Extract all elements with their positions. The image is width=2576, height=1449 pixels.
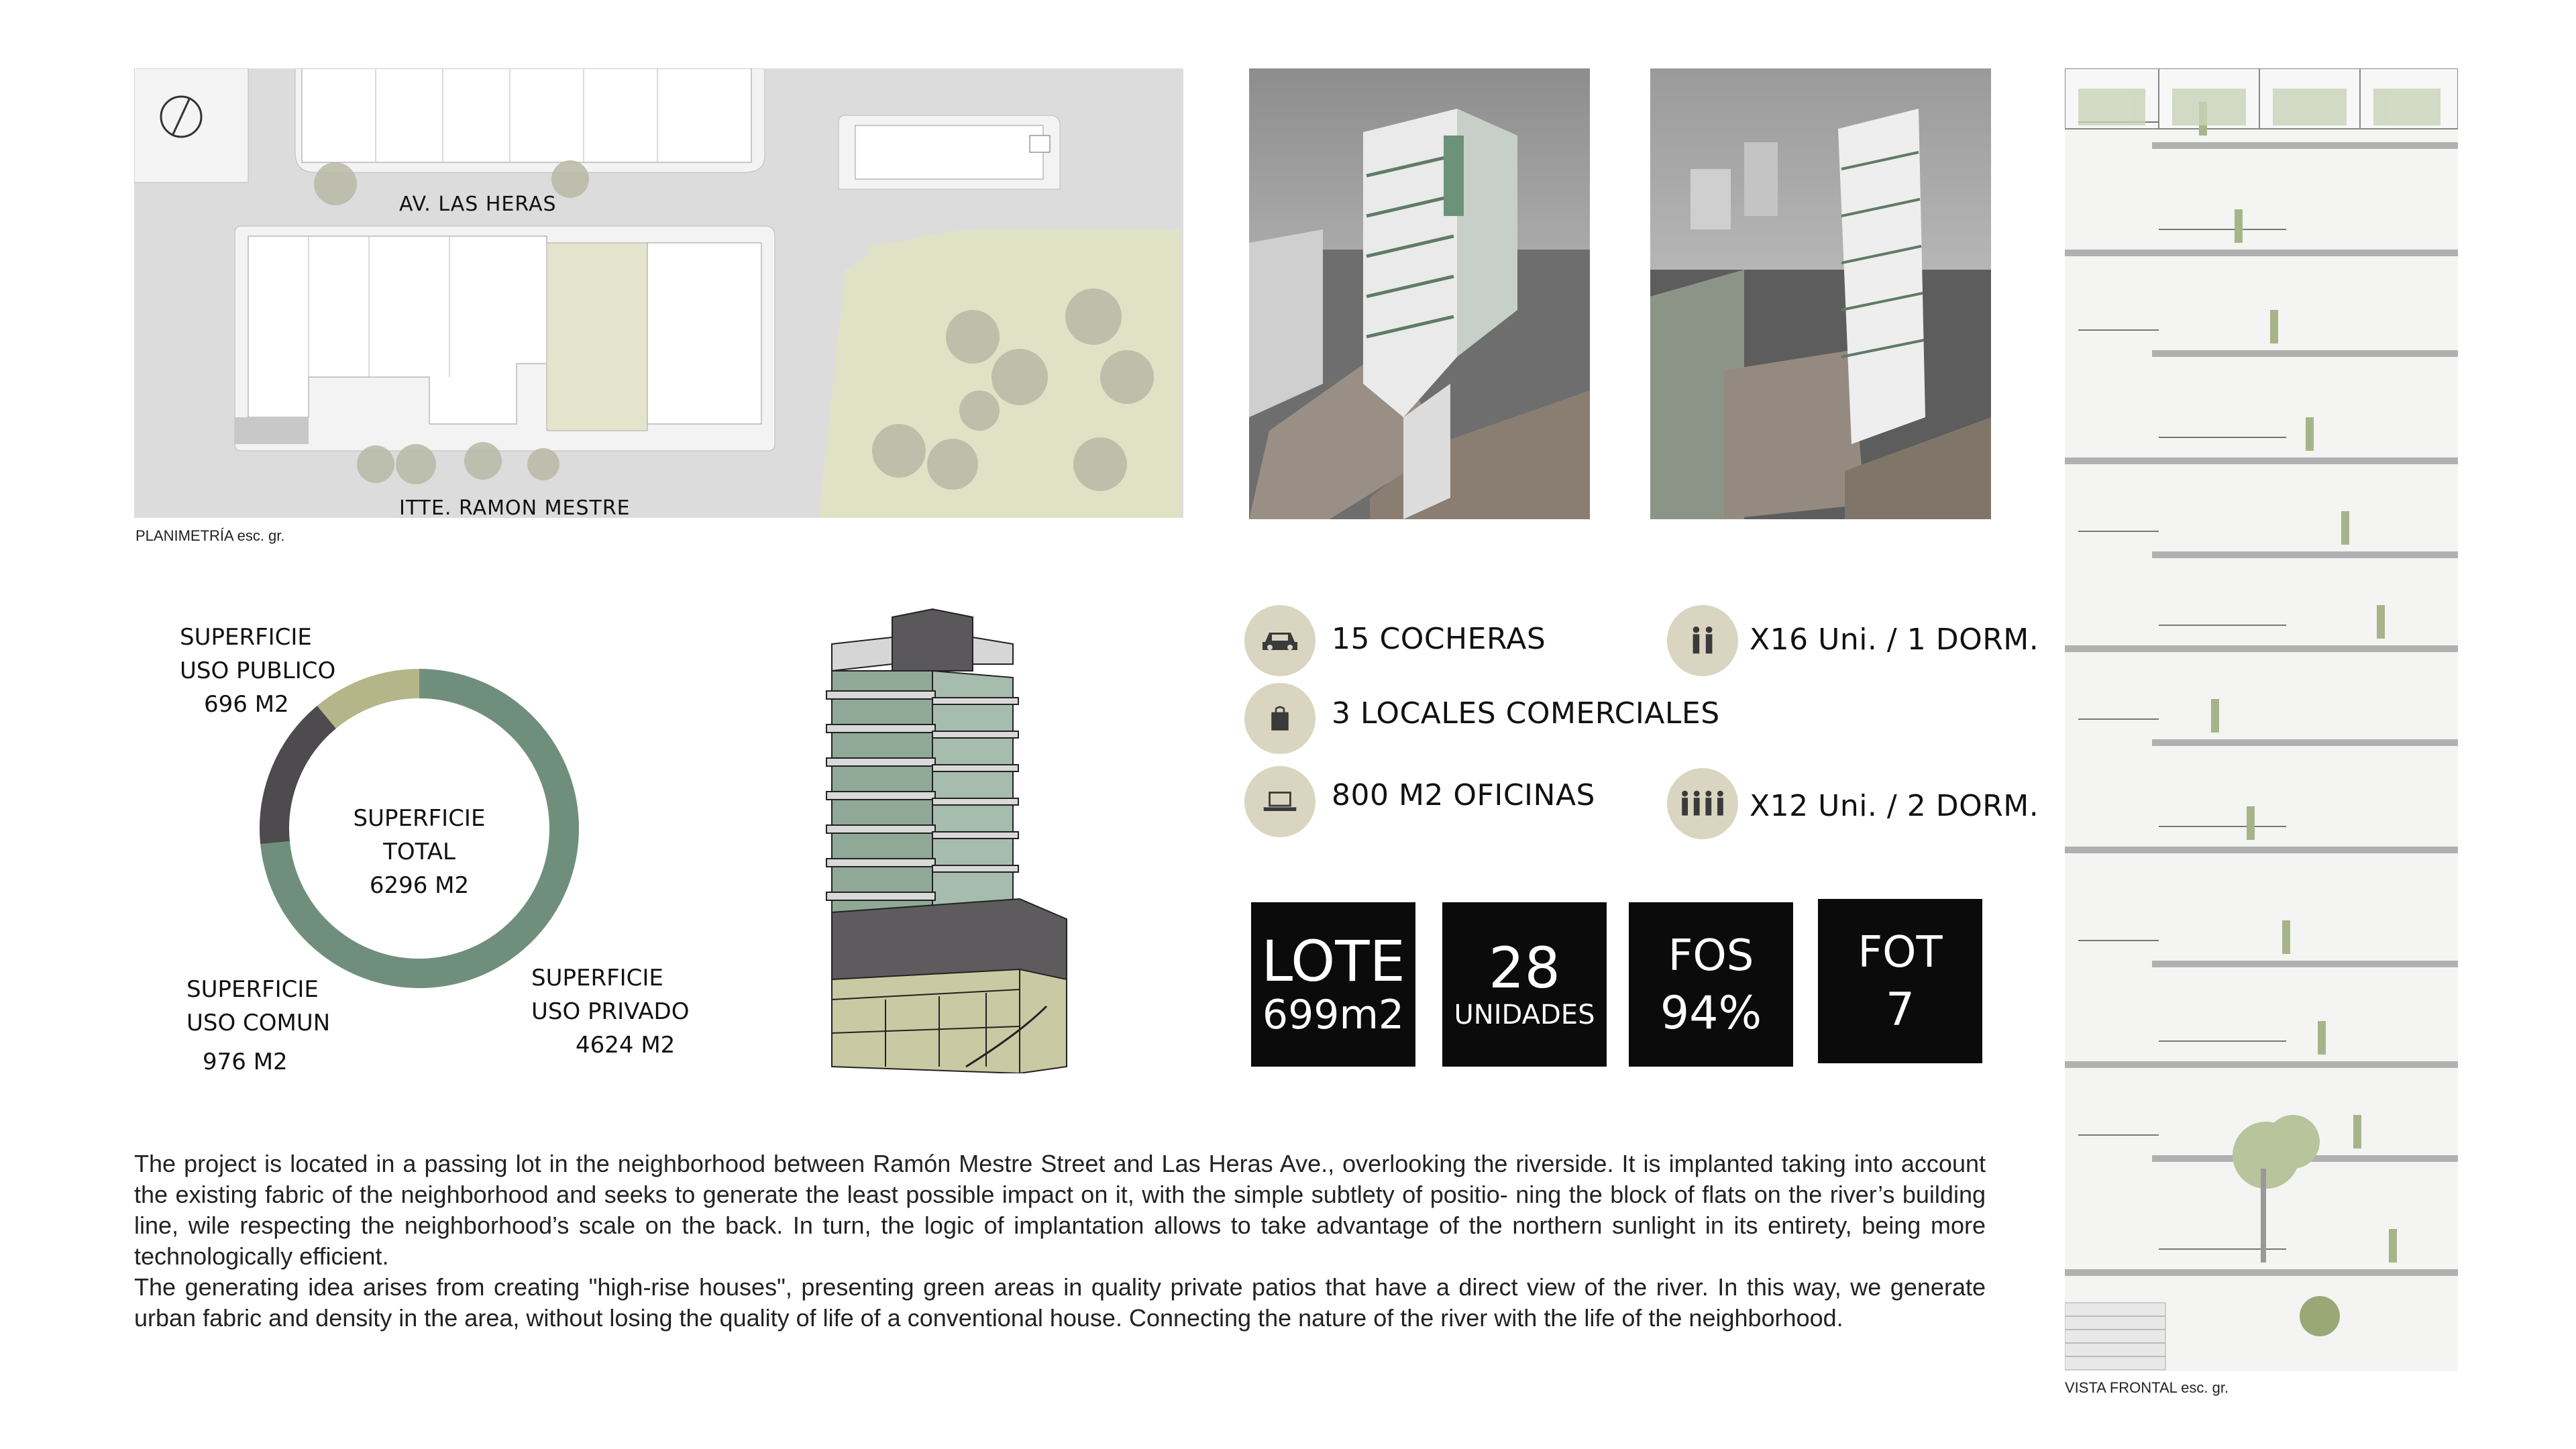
shopping-bag-icon <box>1244 683 1316 754</box>
kpi-lote <box>1251 902 1415 1067</box>
person-figure <box>2306 417 2314 451</box>
person-figure <box>2211 699 2219 733</box>
description-paragraph-2: The generating idea arises from creating "high-rise houses", presenting green areas in quality private patios that have a direct view of the river. In this way, we generate urban fabric and density in the area, without losing the quality of life of a conventional house. Connecting the nature of the river with the life of the neighborhood. <box>134 1273 1986 1332</box>
two-people-icon <box>1667 605 1738 676</box>
person-figure <box>2247 806 2255 840</box>
car-icon <box>1244 605 1316 676</box>
floor-slab <box>2065 645 2458 652</box>
kpi-fos-value: 94% <box>1660 986 1762 1040</box>
person-figure <box>2377 605 2385 639</box>
label-line: USO PUBLICO <box>180 657 336 684</box>
person-figure <box>2282 920 2290 954</box>
floor-slab <box>2152 350 2458 357</box>
laptop-icon <box>1244 766 1316 837</box>
label-uso-publico <box>180 621 335 721</box>
label-line: USO COMUN <box>186 1010 331 1036</box>
four-people-icon <box>1667 768 1738 839</box>
site-plan <box>134 68 1183 518</box>
label-value: 976 M2 <box>203 1049 288 1075</box>
stat-2-dorm: X12 Uni. / 2 DORM. <box>1750 789 2039 823</box>
kpi-fot <box>1818 899 1982 1063</box>
person-figure <box>2341 511 2349 545</box>
elevation-caption: VISTA FRONTAL esc. gr. <box>2065 1379 2229 1396</box>
siteplan-caption: PLANIMETRÍA esc. gr. <box>136 527 285 544</box>
axonometric-building <box>818 604 1073 1073</box>
donut-segment <box>327 684 419 717</box>
donut-center-label <box>322 802 517 902</box>
kpi-lote-value: 699m2 <box>1262 991 1405 1038</box>
donut-center-title: SUPERFICIE TOTAL <box>353 805 486 865</box>
stat-cocheras: 15 COCHERAS <box>1332 622 1546 656</box>
label-uso-comun <box>186 973 330 1079</box>
label-value: 696 M2 <box>204 691 289 718</box>
model-photo-2 <box>1650 68 1991 519</box>
label-line: SUPERFICIE <box>180 624 312 651</box>
floor-slab <box>2152 961 2458 967</box>
model-photo-1 <box>1249 68 1590 519</box>
floor-slab <box>2152 142 2458 149</box>
donut-center-value: 6296 M2 <box>369 872 470 899</box>
kpi-fot-value: 7 <box>1885 983 1915 1036</box>
description-paragraph-1: The project is located in a passing lot in the neighborhood between Ramón Mestre Street and Las Heras Ave., overlooking the riverside. It is implanted taking into account the existing fabric of the neighborhood and seeks to generate the least possible impact on it, with the simple subtlety of positio- ning the block of flats on the river’s building line, wile respecting the neighborhood’s scale on the back. In turn, the logic of implantation allows to take advantage of the northern sunlight in its entirety, being more technologically efficient. <box>134 1150 1986 1270</box>
street-label-bottom: ITTE. RAMON MESTRE <box>399 496 631 518</box>
kpi-lote-title: LOTE <box>1261 928 1405 994</box>
project-description <box>134 1148 1986 1334</box>
kpi-fot-title: FOT <box>1858 927 1943 977</box>
label-value: 4624 M2 <box>576 1032 676 1059</box>
front-elevation <box>2065 68 2458 1371</box>
stat-oficinas: 800 M2 OFICINAS <box>1332 778 1595 812</box>
kpi-unidades-value: 28 <box>1489 934 1560 1001</box>
floor-slab <box>2065 847 2458 853</box>
floor-slab <box>2065 250 2458 256</box>
person-figure <box>2318 1021 2326 1055</box>
floor-slab <box>2065 458 2458 464</box>
floor-slab <box>2065 1269 2458 1276</box>
kpi-fos-title: FOS <box>1668 930 1754 981</box>
label-uso-privado <box>531 961 689 1062</box>
street-label-top: AV. LAS HERAS <box>399 193 557 216</box>
kpi-unidades <box>1442 902 1607 1067</box>
donut-segment <box>274 717 327 843</box>
kpi-fos <box>1629 902 1793 1067</box>
floor-slab <box>2065 1061 2458 1068</box>
stat-1-dorm: X16 Uni. / 1 DORM. <box>1750 623 2039 657</box>
floor-slab <box>2152 739 2458 746</box>
label-line: USO PRIVADO <box>531 998 690 1025</box>
label-line: SUPERFICIE <box>531 965 663 991</box>
person-figure <box>2235 209 2243 243</box>
person-figure <box>2389 1229 2397 1263</box>
person-figure <box>2353 1115 2361 1148</box>
person-figure <box>2270 310 2278 343</box>
kpi-unidades-label: UNIDADES <box>1454 999 1595 1030</box>
floor-slab <box>2152 551 2458 558</box>
stat-locales: 3 LOCALES COMERCIALES <box>1332 696 1720 731</box>
label-line: SUPERFICIE <box>186 976 319 1003</box>
